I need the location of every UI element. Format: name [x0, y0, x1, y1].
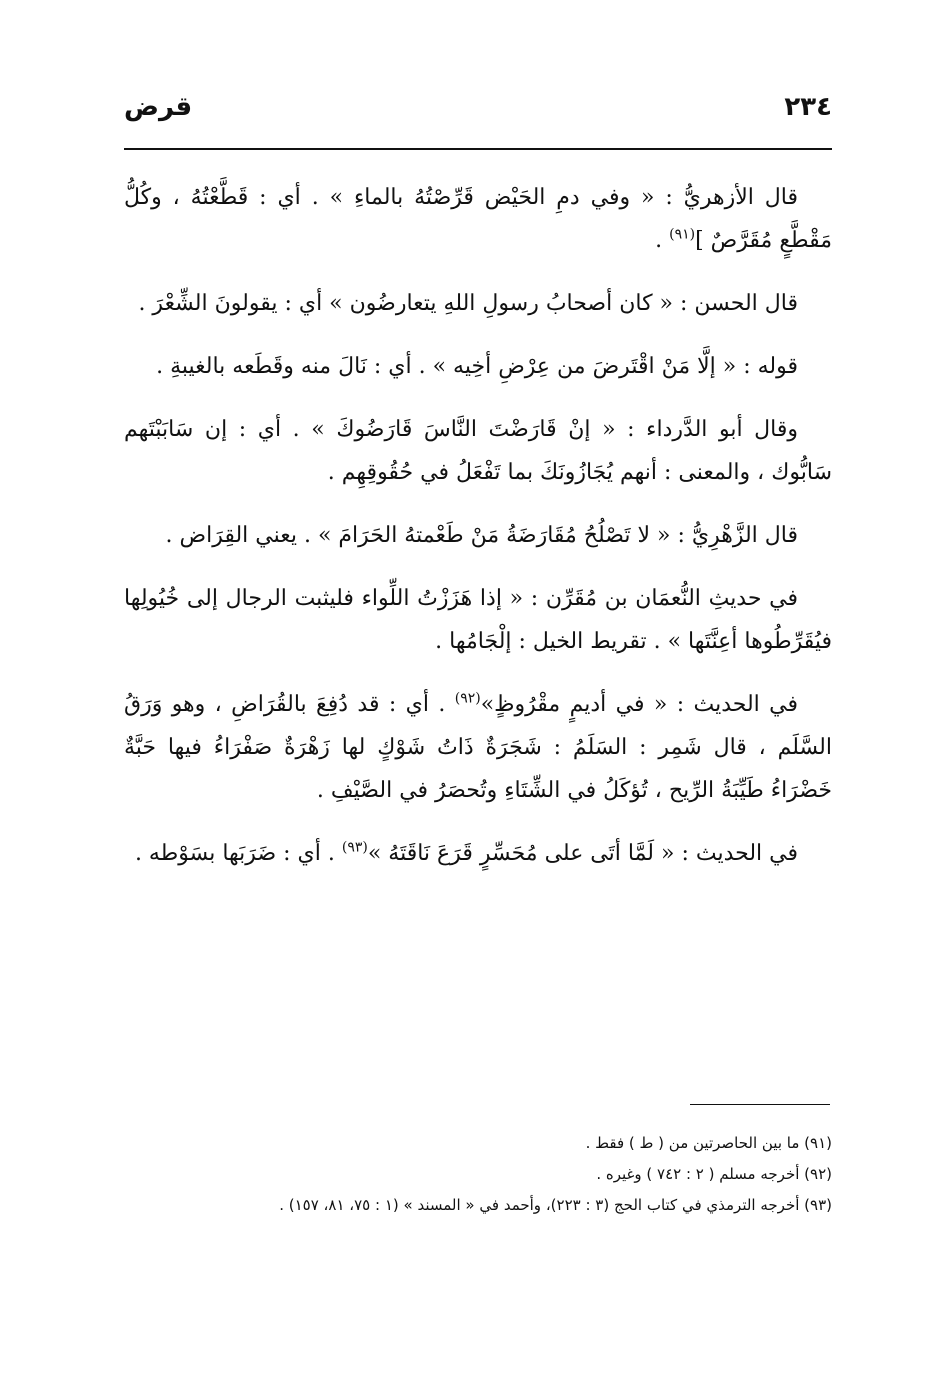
footnote-ref: (٩٣)	[341, 839, 368, 856]
paragraph-text: قوله : « إلَّا مَنْ اقْتَرضَ من عِرْضِ أخِيه » . أي : نَالَ منه وقَطَعه بالغيبةِ .	[156, 354, 798, 379]
footnote-rule	[690, 1104, 830, 1105]
paragraph-4	[124, 408, 832, 494]
footnote-91: (٩١) ما بين الحاصرتين من ( ط ) فقط .	[585, 1134, 832, 1152]
header-rule	[124, 148, 832, 150]
paragraph-3	[124, 345, 832, 388]
footnotes	[124, 1128, 832, 1221]
running-title: قرض	[124, 92, 193, 122]
paragraph-text: في حديثِ النُّعمَان بن مُقَرِّن : « إذا هَزَزْتُ اللِّواء فليثبت الرجال إلى خُيُولِها فيُقَرِّطُوها أعِنَّتَها » . تقريط الخيل : إلْجَامُها .	[124, 586, 832, 654]
footnote-92: (٩٢) أخرجه مسلم ( ٢ : ٧٤٢ ) وغيره .	[596, 1165, 832, 1183]
paragraph-5	[124, 514, 832, 557]
paragraph-tail: . أي : ضَرَبَها بسَوْطه .	[134, 841, 342, 866]
paragraph-text: وقال أبو الدَّرداء : « إنْ قَارَضْتَ النَّاسَ قَارَضُوكَ » . أي : إن سَابَبْتَهم سَابُّوك ، والمعنى : أنهم يُجَازُونَكَ بما تَفْعَلُ في حُقُوقِهِم .	[124, 417, 832, 485]
paragraph-text: قال الزَّهْرِيُّ : « لا تَصْلُحُ مُقَارَضَةُ مَنْ طَعْمتهُ الحَرَامَ » . يعني القِرَاض .	[165, 523, 798, 548]
main-text	[124, 176, 832, 895]
page-header	[124, 92, 832, 132]
paragraph-2	[124, 282, 832, 325]
paragraph-tail: .	[655, 228, 670, 253]
paragraph-text: قال الأزهريُّ : « وفي دمِ الحَيْض قَرِّصْتُهُ بالماءِ » . أي : قَطَّعْتُهُ ، وكُلُّ مَقْطَّعٍ مُقَرَّصٌ ]	[124, 185, 832, 253]
paragraph-text: قال الحسن : « كان أصحابُ رسولِ اللهِ يتعارضُون » أي : يقولونَ الشِّعْرَ .	[138, 291, 798, 316]
page-number: ٢٣٤	[784, 92, 832, 122]
footnote-ref: (٩١)	[669, 226, 696, 243]
paragraph-1	[124, 176, 832, 262]
paragraph-8	[124, 832, 832, 875]
paragraph-7	[124, 683, 832, 812]
footnote-ref: (٩٢)	[454, 690, 481, 707]
paragraph-tail: . أي : قد دُفِعَ بالقُرَاضِ ، وهو وَرَقُ السَّلَم ، قال شَمِر : السَلَمُ : شَجَرَةٌ ذَاتُ شَوْكٍ لها زَهْرَةٌ صَفْرَاءُ فيها حَبَّةٌ خَضْرَاءُ طَيِّبَةُ الرِّيح ، تُؤكَلُ في الشِّتَاءِ وتُحصَرُ في الصَّيْفِ .	[124, 692, 832, 803]
paragraph-6	[124, 577, 832, 663]
paragraph-text: في الحديث : « لَمَّا أتَى على مُحَسِّرٍ قَرَعَ نَاقَتَهُ »	[367, 841, 798, 866]
paragraph-text: في الحديث : « في أديمٍ مقْرُوظٍ»	[480, 692, 799, 717]
footnote-93: (٩٣) أخرجه الترمذي في كتاب الحج (٣ : ٢٢٣)، وأحمد في « المسند » (١ : ٧٥، ٨١، ١٥٧) .	[279, 1196, 832, 1214]
